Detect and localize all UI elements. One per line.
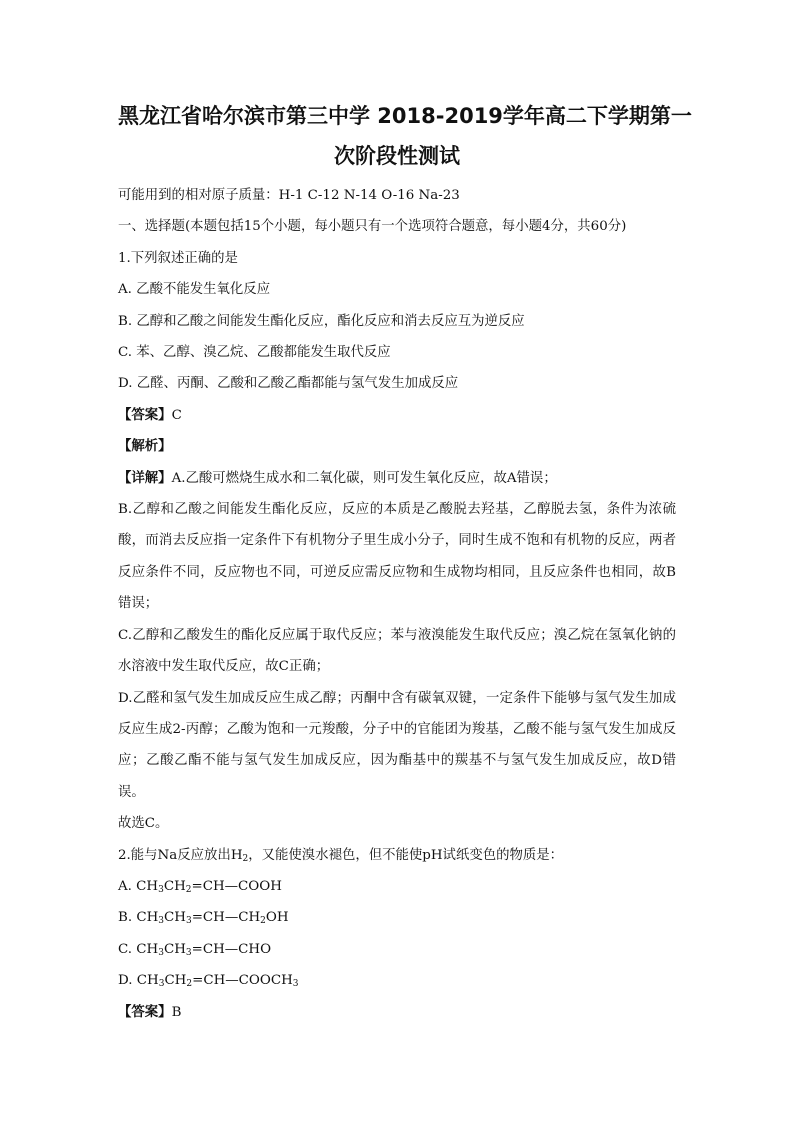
analysis-label: 【解析】 bbox=[118, 438, 172, 455]
detail-a-text: A.乙酸可燃烧生成水和二氧化碳，则可发生氧化反应，故A错误； bbox=[171, 470, 557, 486]
question-2-option-b bbox=[118, 902, 676, 933]
question-1-option-a: A. 乙酸不能发生氧化反应 bbox=[118, 282, 271, 298]
stem-text-a: 2.能与Na反应放出H bbox=[118, 847, 243, 863]
answer-value: C bbox=[171, 407, 182, 423]
formula-subscript: 2 bbox=[186, 979, 193, 990]
formula-subscript: 3 bbox=[158, 979, 165, 990]
formula-part: B. CH bbox=[118, 910, 159, 926]
question-1-detail-d: D.乙醛和氢气发生加成反应生成乙醇；丙酮中含有碳氧双键，一定条件下能够与氢气发生加成反应生成2-丙醇；乙酸为饱和一元羧酸，分子中的官能团为羧基，乙酸不能与氢气发生加成反应；乙酸乙酯不能与氢气发生加成反应，因为酯基中的羰基不与氢气发生加成反应，故D错误。 bbox=[118, 690, 676, 800]
formula-subscript: 3 bbox=[158, 947, 164, 958]
question-2-option-a bbox=[118, 871, 676, 902]
question-1-conclusion: 故选C。 bbox=[118, 816, 169, 832]
formula-part: =CH—CH bbox=[191, 910, 261, 926]
question-1-option-c: C. 苯、乙醇、溴乙烷、乙酸都能发生取代反应 bbox=[118, 345, 391, 361]
formula-part: CH bbox=[163, 878, 186, 894]
answer-label: 【答案】 bbox=[118, 1003, 172, 1020]
formula-part: =CH—COOH bbox=[191, 878, 282, 894]
question-2-answer bbox=[118, 997, 676, 1028]
formula-subscript: 3 bbox=[158, 916, 165, 927]
stem-subscript: 2 bbox=[242, 853, 249, 864]
formula-subscript: 2 bbox=[185, 884, 192, 895]
formula-part: CH bbox=[164, 973, 187, 989]
question-1-detail-c: C.乙醇和乙酸发生的酯化反应属于取代反应；苯与液溴能发生取代反应；溴乙烷在氢氧化钠的水溶液中发生取代反应，故C正确； bbox=[118, 627, 676, 675]
formula-part: =CH—CHO bbox=[191, 941, 272, 957]
answer-value: B bbox=[171, 1004, 182, 1020]
question-1-detail-a bbox=[118, 463, 676, 494]
section-heading: 一、选择题(本题包括15个小题，每小题只有一个选项符合题意，每小题4分，共60分) bbox=[118, 219, 627, 235]
formula-part: A. CH bbox=[118, 878, 159, 894]
question-1-answer bbox=[118, 400, 676, 431]
question-1-analysis bbox=[118, 431, 676, 462]
question-1-option-d: D. 乙醛、丙酮、乙酸和乙酸乙酯都能与氢气发生加成反应 bbox=[118, 376, 459, 392]
formula-subscript: 3 bbox=[185, 947, 192, 958]
document-title-line-2: 次阶段性测试 bbox=[334, 144, 460, 168]
formula-subscript: 2 bbox=[260, 916, 266, 927]
document-title-line-1: 黑龙江省哈尔滨市第三中学 2018-2019学年高二下学期第一 bbox=[118, 104, 692, 128]
detail-label: 【详解】 bbox=[118, 469, 172, 486]
formula-subscript: 3 bbox=[292, 979, 299, 990]
formula-part: OH bbox=[265, 910, 289, 926]
question-1-stem: 1.下列叙述正确的是 bbox=[118, 250, 238, 266]
question-1-detail-b: B.乙醇和乙酸之间能发生酯化反应，反应的本质是乙酸脱去羟基，乙醇脱去氢，条件为浓硫酸，而消去反应指一定条件下有机物分子里生成小分子，同时生成不饱和有机物的反应，两者反应条件不同，反应物也不同，可逆反应需反应物和生成物均相同，且反应条件也相同，故B错误； bbox=[118, 502, 676, 612]
question-2-option-c bbox=[118, 934, 676, 965]
question-1-option-b: B. 乙醇和乙酸之间能发生酯化反应，酯化反应和消去反应互为逆反应 bbox=[118, 313, 525, 329]
formula-part: D. CH bbox=[118, 973, 159, 989]
answer-label: 【答案】 bbox=[118, 406, 172, 423]
question-2-option-d bbox=[118, 965, 676, 996]
formula-part: =CH—COOCH bbox=[192, 973, 293, 989]
formula-subscript: 3 bbox=[158, 884, 164, 895]
formula-subscript: 3 bbox=[185, 916, 192, 927]
atomic-mass-line: 可能用到的相对原子质量：H-1 C-12 N-14 O-16 Na-23 bbox=[118, 188, 460, 203]
formula-part: C. CH bbox=[118, 941, 159, 957]
formula-part: CH bbox=[163, 941, 186, 957]
formula-part: CH bbox=[164, 910, 186, 926]
stem-text-b: ，又能使溴水褪色，但不能使pH试纸变色的物质是： bbox=[248, 847, 564, 863]
question-2-stem bbox=[118, 840, 676, 871]
